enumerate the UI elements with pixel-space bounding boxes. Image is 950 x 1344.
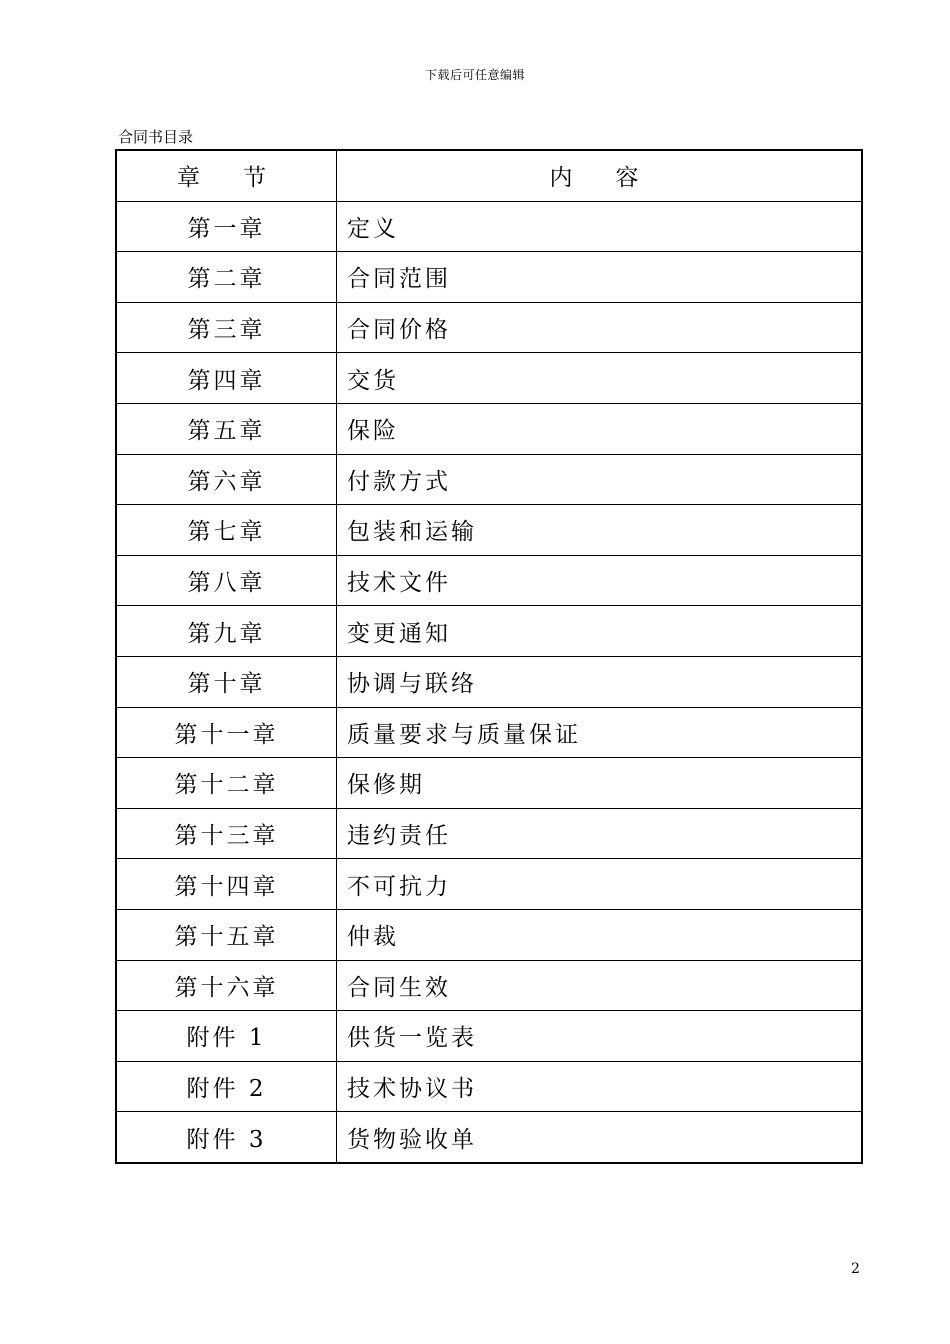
table-row bbox=[116, 302, 862, 353]
chapter-cell: 第二章 bbox=[116, 252, 337, 303]
content-cell: 保修期 bbox=[337, 758, 863, 809]
table-row bbox=[116, 505, 862, 556]
content-cell: 合同生效 bbox=[337, 960, 863, 1011]
chapter-cell: 第一章 bbox=[116, 201, 337, 252]
table-row bbox=[116, 252, 862, 303]
content-cell: 技术协议书 bbox=[337, 1061, 863, 1112]
table-header-row bbox=[116, 150, 862, 201]
content-cell: 仲裁 bbox=[337, 909, 863, 960]
content-cell: 质量要求与质量保证 bbox=[337, 707, 863, 758]
content-cell: 不可抗力 bbox=[337, 859, 863, 910]
content-cell: 协调与联络 bbox=[337, 656, 863, 707]
table-row bbox=[116, 353, 862, 404]
table-row bbox=[116, 1112, 862, 1163]
content-cell: 变更通知 bbox=[337, 606, 863, 657]
content-cell: 技术文件 bbox=[337, 555, 863, 606]
content-column-header: 内 容 bbox=[337, 150, 863, 201]
chapter-cell: 第十一章 bbox=[116, 707, 337, 758]
table-row bbox=[116, 201, 862, 252]
table-of-contents bbox=[115, 149, 863, 1164]
page-number: 2 bbox=[851, 1261, 860, 1277]
table-row bbox=[116, 960, 862, 1011]
content-cell: 货物验收单 bbox=[337, 1112, 863, 1163]
table-row bbox=[116, 808, 862, 859]
table-row bbox=[116, 656, 862, 707]
chapter-cell: 附件 2 bbox=[116, 1061, 337, 1112]
table-row bbox=[116, 606, 862, 657]
content-cell: 保险 bbox=[337, 403, 863, 454]
content-cell: 付款方式 bbox=[337, 454, 863, 505]
chapter-cell: 第九章 bbox=[116, 606, 337, 657]
chapter-cell: 第十章 bbox=[116, 656, 337, 707]
content-cell: 供货一览表 bbox=[337, 1011, 863, 1062]
content-cell: 合同价格 bbox=[337, 302, 863, 353]
chapter-cell: 第十二章 bbox=[116, 758, 337, 809]
chapter-cell: 第十六章 bbox=[116, 960, 337, 1011]
chapter-cell: 第十四章 bbox=[116, 859, 337, 910]
content-cell: 定义 bbox=[337, 201, 863, 252]
table-row bbox=[116, 555, 862, 606]
document-title: 合同书目录 bbox=[118, 128, 194, 146]
table-row bbox=[116, 454, 862, 505]
chapter-column-header: 章 节 bbox=[116, 150, 337, 201]
table-row bbox=[116, 909, 862, 960]
chapter-cell: 第十五章 bbox=[116, 909, 337, 960]
table-row bbox=[116, 707, 862, 758]
content-cell: 合同范围 bbox=[337, 252, 863, 303]
chapter-cell: 第三章 bbox=[116, 302, 337, 353]
chapter-cell: 第七章 bbox=[116, 505, 337, 556]
chapter-cell: 附件 3 bbox=[116, 1112, 337, 1163]
table-row bbox=[116, 1011, 862, 1062]
table-row bbox=[116, 859, 862, 910]
chapter-cell: 第五章 bbox=[116, 403, 337, 454]
chapter-cell: 第六章 bbox=[116, 454, 337, 505]
chapter-cell: 第八章 bbox=[116, 555, 337, 606]
table-row bbox=[116, 403, 862, 454]
table-row bbox=[116, 758, 862, 809]
page-header: 下载后可任意编辑 bbox=[424, 68, 525, 82]
chapter-cell: 第十三章 bbox=[116, 808, 337, 859]
content-cell: 交货 bbox=[337, 353, 863, 404]
chapter-cell: 第四章 bbox=[116, 353, 337, 404]
chapter-cell: 附件 1 bbox=[116, 1011, 337, 1062]
table-row bbox=[116, 1061, 862, 1112]
content-cell: 违约责任 bbox=[337, 808, 863, 859]
content-cell: 包装和运输 bbox=[337, 505, 863, 556]
